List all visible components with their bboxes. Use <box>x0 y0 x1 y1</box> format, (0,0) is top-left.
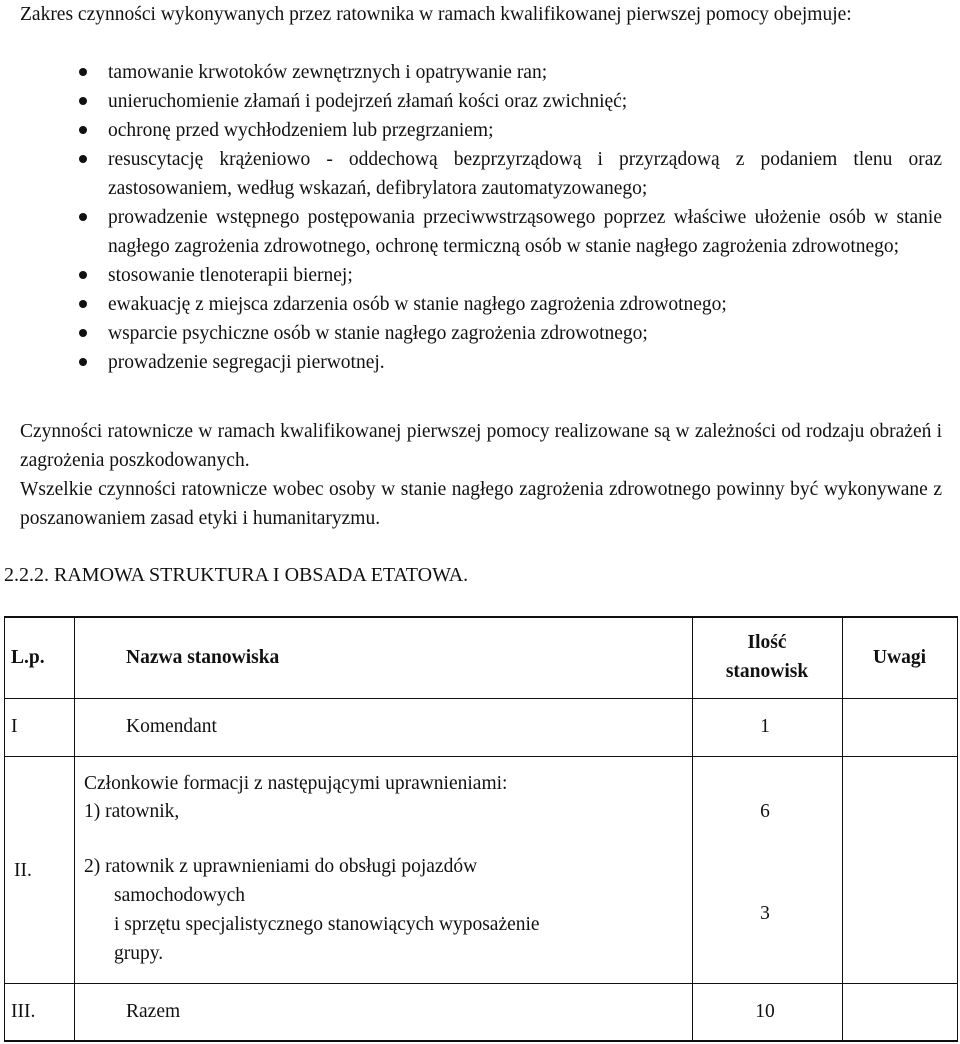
table-row-divider <box>4 698 958 699</box>
list-item: wsparcie psychiczne osób w stanie nagłego zagrożenia zdrowotnego; <box>20 319 942 348</box>
intro-paragraph: Zakres czynności wykonywanych przez ratownika w ramach kwalifikowanej pierwszej pomocy obejmuje: <box>20 4 852 25</box>
table-border-left <box>4 616 5 1042</box>
row-3-lp: III. <box>11 1001 36 1022</box>
list-item: prowadzenie wstępnego postępowania przeciwwstrząsowego poprzez właściwe ułożenie osób w stanie nagłego zagrożenia zdrowotnego, ochronę termiczną osób w stanie nagłego zagrożenia zdrowotnego; <box>20 203 942 261</box>
header-lp: L.p. <box>11 647 45 668</box>
table-border-right <box>957 616 958 1042</box>
paragraph-ethics: Wszelkie czynności ratownicze wobec osoby w stanie nagłego zagrożenia zdrowotnego powinny być wykonywane z poszanowaniem zasad etyki i humanitaryzmu. <box>20 479 942 529</box>
row-2-item-1: 1) ratownik, <box>84 801 180 822</box>
header-count-line1: Ilość <box>747 632 787 653</box>
row-2-item-2-line1: 2) ratownik z uprawnieniami do obsługi pojazdów <box>84 856 478 877</box>
header-count-line2: stanowisk <box>725 661 809 682</box>
list-item: stosowanie tlenoterapii biernej; <box>20 261 942 290</box>
list-item: tamowanie krwotoków zewnętrznych i opatrywanie ran; <box>20 58 942 87</box>
row-2-intro: Członkowie formacji z następującymi uprawnieniami: <box>84 773 508 794</box>
section-heading: 2.2.2. RAMOWA STRUKTURA I OBSADA ETATOWA. <box>4 564 469 586</box>
row-2-item-1-count: 6 <box>760 801 770 822</box>
row-2-item-2-line4: grupy. <box>114 943 164 964</box>
table-border-bottom <box>4 1040 958 1042</box>
row-2-item-2-count: 3 <box>760 903 770 924</box>
table-border-top <box>4 616 958 618</box>
row-2-item-2-line2: samochodowych <box>114 885 246 906</box>
row-1-name: Komendant <box>126 716 217 737</box>
row-2-lp: II. <box>14 860 32 881</box>
row-2-item-2-line3: i sprzętu specjalistycznego stanowiących wyposażenie <box>114 914 540 935</box>
header-notes: Uwagi <box>872 647 927 668</box>
table-column-divider <box>74 616 75 1042</box>
table-row-divider <box>4 983 958 984</box>
list-item: ewakuację z miejsca zdarzenia osób w stanie nagłego zagrożenia zdrowotnego; <box>20 290 942 319</box>
table-row-divider <box>4 756 958 757</box>
row-3-name: Razem <box>126 1001 181 1022</box>
paragraph-actions-dependence: Czynności ratownicze w ramach kwalifikowanej pierwszej pomocy realizowane są w zależności od rodzaju obrażeń i zagrożenia poszkodowanych. <box>20 421 942 471</box>
list-item: prowadzenie segregacji pierwotnej. <box>20 348 942 377</box>
list-item: resuscytację krążeniowo - oddechową bezprzyrządową i przyrządową z podaniem tlenu oraz zastosowaniem, według wskazań, defibrylatora zautomatyzowanego; <box>20 145 942 203</box>
row-1-lp: I <box>11 716 18 737</box>
table-column-divider <box>842 616 843 1042</box>
list-item: unieruchomienie złamań i podejrzeń złamań kości oraz zwichnięć; <box>20 87 942 116</box>
row-3-count: 10 <box>755 1001 775 1022</box>
header-position-name: Nazwa stanowiska <box>126 647 280 668</box>
list-item: ochronę przed wychłodzeniem lub przegrzaniem; <box>20 116 942 145</box>
row-1-count: 1 <box>760 716 770 737</box>
